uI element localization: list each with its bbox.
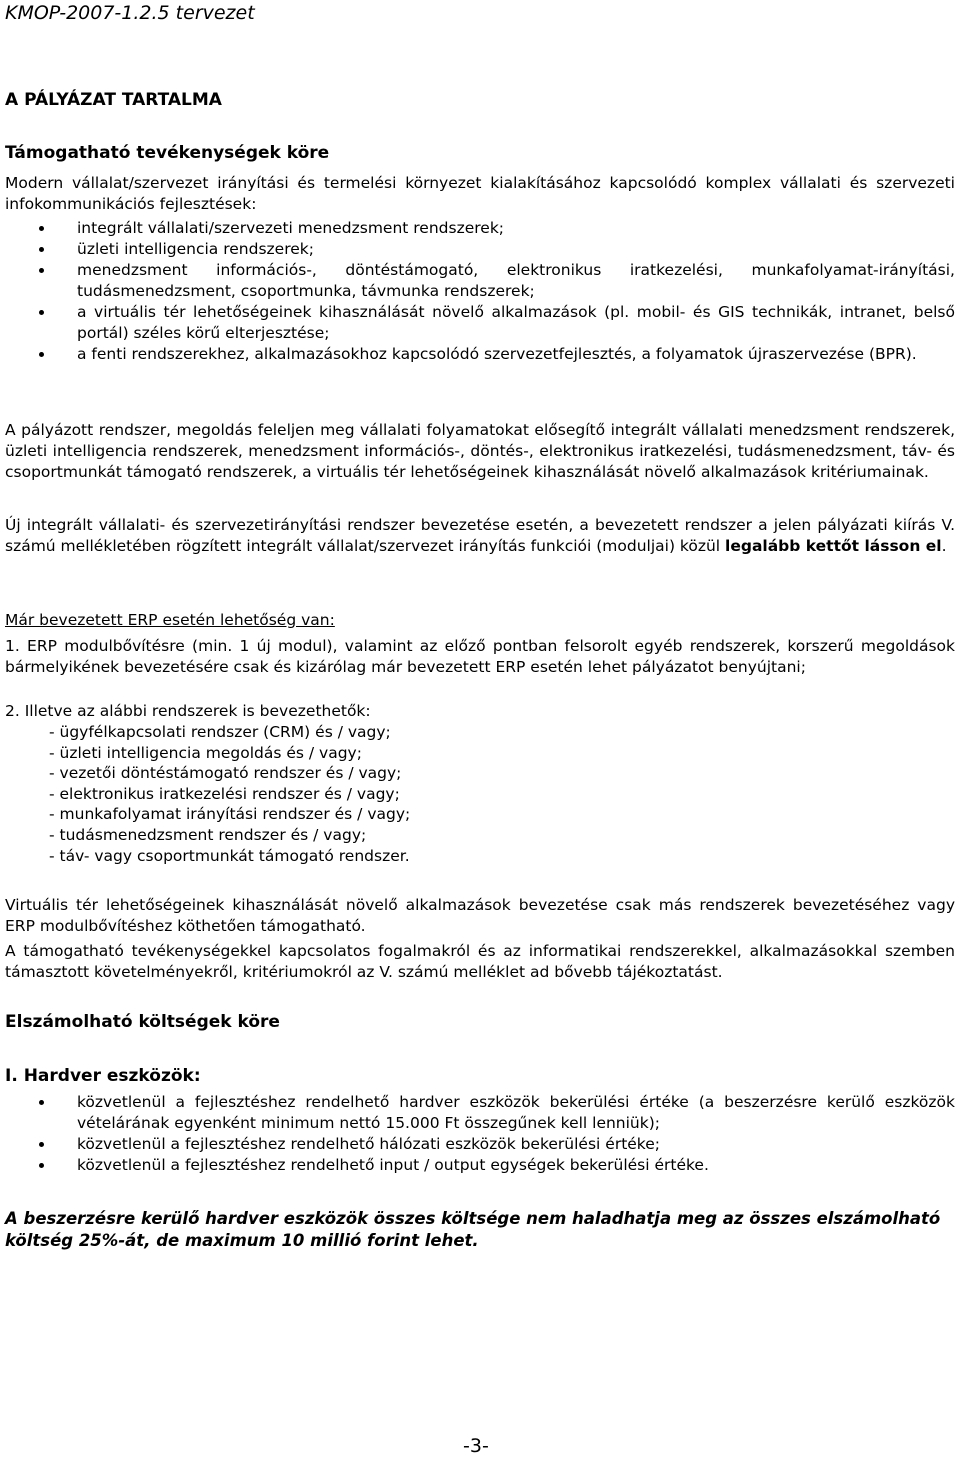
bullet-icon [39, 352, 44, 357]
bullet-icon [39, 1142, 44, 1147]
page-number: -3- [463, 1435, 489, 1457]
list-item: - elektronikus iratkezelési rendszer és / vagy; [49, 784, 400, 803]
new-system-paragraph: Új integrált vállalati- és szervezetirányítási rendszer bevezetése esetén, a bevezetett rendszer a jelen pályázati kiírás V. számú mellékletében rögzített integrált vállalat/szervezet irányítás funkciói (moduljai) közül legalább kettőt lásson el. [5, 516, 955, 555]
reference-paragraph: A támogatható tevékenységekkel kapcsolatos fogalmakról és az informatikai rendszerekkel, alkalmazásokkal szemben támasztott követelményekről, kritériumokról az V. számú melléklet ad bővebb tájékoztatást. [5, 942, 955, 981]
virtual-space-paragraph: Virtuális tér lehetőségeinek kihasználását növelő alkalmazások bevezetése csak más rendszerek bevezetéséhez vagy ERP modulbővítéshez köthetően támogatható. [5, 896, 955, 935]
bullet-icon [39, 310, 44, 315]
erp-heading: Már bevezetett ERP esetén lehetőség van: [5, 611, 335, 629]
list-item: menedzsment információs-, döntéstámogató, elektronikus iratkezelési, munkafolyamat-irányítási, tudásmenedzsment, csoportmunka, távmunka rendszerek; [0, 260, 955, 302]
erp-option-2: 2. Illetve az alábbi rendszerek is bevezethetők: [5, 702, 371, 720]
bullet-icon [39, 226, 44, 231]
list-item: - üzleti intelligencia megoldás és / vagy; [49, 743, 362, 762]
hardware-heading: I. Hardver eszközök: [5, 1066, 201, 1086]
list-item: - tudásmenedzsment rendszer és / vagy; [49, 825, 367, 844]
bullet-icon [39, 1100, 44, 1105]
costs-heading: Elszámolható költségek köre [5, 1012, 280, 1032]
list-item: - táv- vagy csoportmunkát támogató rendszer. [49, 846, 410, 865]
section-title: A PÁLYÁZAT TARTALMA [5, 90, 222, 110]
subsection-title: Támogatható tevékenységek köre [5, 143, 330, 163]
list-item: közvetlenül a fejlesztéshez rendelhető hardver eszközök bekerülési értéke (a beszerzésre kerülő eszközök vételárának egyenként minimum nettó 15.000 Ft összegűnek kell lenniük); [0, 1092, 955, 1134]
list-item: - vezetői döntéstámogató rendszer és / vagy; [49, 764, 402, 783]
list-item: a fenti rendszerekhez, alkalmazásokhoz kapcsolódó szervezetfejlesztés, a folyamatok újraszervezése (BPR). [0, 344, 955, 365]
activities-list [0, 218, 955, 365]
bullet-icon [39, 247, 44, 252]
bullet-icon [39, 1163, 44, 1168]
intro-paragraph: Modern vállalat/szervezet irányítási és termelési környezet kialakításához kapcsolódó komplex vállalati és szervezeti infokommunikációs fejlesztések: [5, 174, 955, 213]
list-item: integrált vállalati/szervezeti menedzsment rendszerek; [0, 218, 955, 239]
list-item: közvetlenül a fejlesztéshez rendelhető input / output egységek bekerülési értéke. [0, 1155, 955, 1176]
list-item: üzleti intelligencia rendszerek; [0, 239, 955, 260]
list-item: a virtuális tér lehetőségeinek kihasználását növelő alkalmazások (pl. mobil- és GIS technikák, intranet, belső portál) széles körű elterjesztése; [0, 302, 955, 344]
erp-option-1: 1. ERP modulbővítésre (min. 1 új modul), valamint az előző pontban felsorolt egyéb rendszerek, korszerű megoldások bármelyikének bevezetésére csak és kizárólag már bevezetett ERP esetén lehet pályázatot benyújtani; [5, 637, 955, 676]
systems-list [49, 722, 410, 866]
list-item: - ügyfélkapcsolati rendszer (CRM) és / vagy; [49, 723, 391, 741]
bullet-icon [39, 268, 44, 273]
list-item: közvetlenül a fejlesztéshez rendelhető hálózati eszközök bekerülési értéke; [0, 1134, 955, 1155]
document-header: KMOP-2007-1.2.5 tervezet [5, 2, 255, 24]
hardware-list [0, 1092, 955, 1176]
requirements-paragraph: A pályázott rendszer, megoldás feleljen meg vállalati folyamatokat elősegítő integrált vállalati menedzsment rendszerek, üzleti intelligencia rendszerek, menedzsment információs-, döntés-, elektronikus iratkezelési, tudásmenedzsment, táv- és csoportmunkát támogató rendszerek, a virtuális tér lehetőségeinek kihasználását növelő alkalmazások kritériumainak. [5, 421, 955, 481]
cost-limit-note: A beszerzésre kerülő hardver eszközök összes költsége nem haladhatja meg az összes elszámolható költség 25%-át, de maximum 10 millió forint lehet. [5, 1209, 941, 1250]
list-item: - munkafolyamat irányítási rendszer és / vagy; [49, 805, 411, 824]
